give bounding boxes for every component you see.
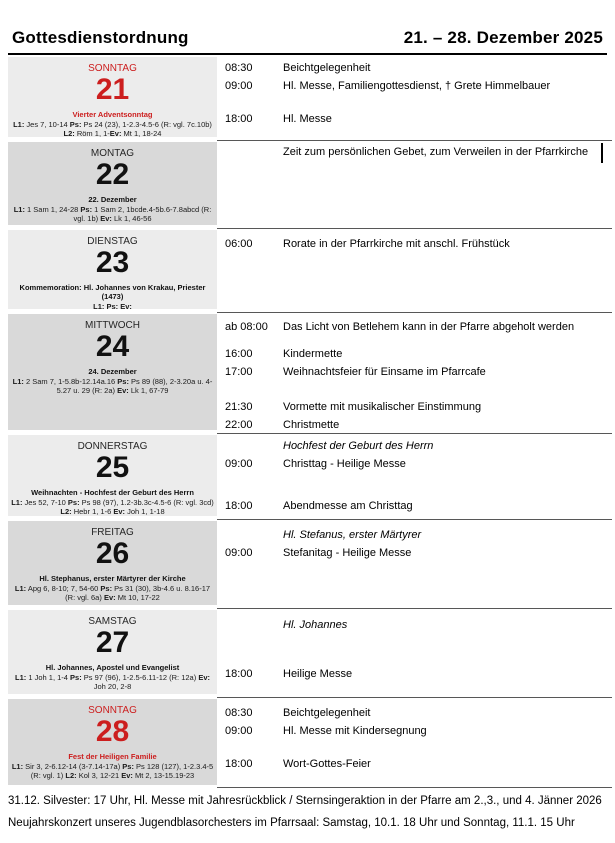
event-time <box>225 526 283 544</box>
day-name: SONNTAG <box>88 705 137 716</box>
event-time: 09:00 <box>225 547 253 559</box>
event-time: 16:00 <box>225 348 253 360</box>
event-desc: Christmette <box>283 419 340 431</box>
day-cell[interactable] <box>8 142 217 225</box>
day-number: 21 <box>95 73 130 106</box>
event-row <box>217 110 612 128</box>
event-time <box>225 143 283 161</box>
day-subtitle: Fest der Heiligen Familie <box>68 752 157 761</box>
event-row <box>217 143 612 161</box>
event-desc: Hl. Messe mit Kindersegnung <box>283 725 427 737</box>
event-row <box>217 497 612 515</box>
event-time: 09:00 <box>225 725 253 737</box>
day-subtitle: 24. Dezember <box>88 367 137 376</box>
day-number: 22 <box>95 158 130 191</box>
day-row <box>0 312 615 433</box>
day-number: 26 <box>95 537 130 570</box>
event-time: 09:00 <box>225 80 253 92</box>
day-subtitle: Weihnachten - Hochfest der Geburt des Herrn <box>31 488 194 497</box>
event-row <box>217 398 612 416</box>
day-number: 27 <box>95 626 130 659</box>
day-number: 25 <box>95 451 130 484</box>
day-cell[interactable] <box>8 610 217 694</box>
day-row <box>0 228 615 312</box>
day-readings: L1: 1 Sam 1, 24-28 Ps: 1 Sam 2, 1bcde.4-5b.6-7.8abcd (R: vgl. 1b) Ev: Lk 1, 46-56 <box>13 205 212 223</box>
event-desc: Wort-Gottes-Feier <box>283 758 371 770</box>
header <box>8 0 607 55</box>
event-time: 18:00 <box>225 758 253 770</box>
feast-title: Hl. Stefanus, erster Märtyrer <box>283 529 422 541</box>
event-row <box>217 704 612 722</box>
day-readings: L1: Sir 3, 2-6.12-14 (3-7.14-17a) Ps: Ps 128 (127), 1-2.3.4-5 (R: vgl. 1) L2: Kol 3, 12-21 Ev: Mt 2, 13-15.19-23 <box>11 762 214 780</box>
day-name: DIENSTAG <box>87 236 138 247</box>
text-cursor <box>601 143 603 163</box>
event-desc: Kindermette <box>283 348 343 360</box>
day-number: 28 <box>95 715 130 748</box>
day-subtitle: Vierter Adventsonntag <box>72 110 153 119</box>
day-events-area[interactable] <box>217 697 612 788</box>
event-time: ab 08:00 <box>225 321 268 333</box>
day-number: 24 <box>95 330 130 363</box>
event-row <box>217 526 612 544</box>
event-time <box>225 437 283 455</box>
day-cell[interactable] <box>8 230 217 309</box>
day-events-area[interactable] <box>217 519 612 608</box>
event-time: 06:00 <box>225 238 253 250</box>
event-row <box>217 616 612 634</box>
event-row <box>217 59 612 77</box>
day-row <box>0 519 615 608</box>
event-desc: Hl. Messe <box>283 113 332 125</box>
day-readings: L1: 1 Joh 1, 1-4 Ps: Ps 97 (96), 1-2.5-6.11-12 (R: 12a) Ev: Joh 20, 2-8 <box>15 673 210 691</box>
day-subtitle: 22. Dezember <box>88 195 137 204</box>
day-name: SONNTAG <box>88 63 137 74</box>
day-cell[interactable] <box>8 699 217 785</box>
event-desc: Abendmesse am Christtag <box>283 500 413 512</box>
day-subtitle: Kommemoration: Hl. Johannes von Krakau, Priester (1473) <box>19 283 206 301</box>
footer-note-1: 31.12. Silvester: 17 Uhr, Hl. Messe mit Jahresrückblick / Sternsingeraktion in der Pfarre am 2.,3., und 4. Jänner 2026 <box>8 795 602 807</box>
day-readings: L1: 2 Sam 7, 1-5.8b-12.14a.16 Ps: Ps 89 (88), 2-3.20a u. 4-5.27 u. 29 (R: 2a) Ev: Lk 1, 67-79 <box>12 377 213 395</box>
event-row <box>217 77 612 95</box>
event-row <box>217 455 612 473</box>
day-readings: L1: Ps: Ev: <box>93 302 132 309</box>
event-row <box>217 235 612 253</box>
feast-title: Hl. Johannes <box>283 619 348 631</box>
day-events-area[interactable] <box>217 140 612 228</box>
event-row <box>217 437 612 455</box>
event-row <box>217 363 612 381</box>
day-row <box>0 140 615 228</box>
day-readings: L1: Apg 6, 8-10; 7, 54-60 Ps: Ps 31 (30), 3b-4.6 u. 8.16-17 (R: vgl. 6a) Ev: Mt 10, 17-22 <box>14 584 211 602</box>
event-time: 08:30 <box>225 707 253 719</box>
day-cell[interactable] <box>8 314 217 430</box>
event-time: 17:00 <box>225 366 253 378</box>
event-desc: Weihnachtsfeier für Einsame im Pfarrcafe <box>283 366 486 378</box>
event-row <box>217 318 612 336</box>
event-desc: Beichtgelegenheit <box>283 62 371 74</box>
event-row <box>217 345 612 363</box>
day-name: SAMSTAG <box>88 616 137 627</box>
event-row <box>217 755 612 773</box>
event-time: 08:30 <box>225 62 253 74</box>
event-time: 09:00 <box>225 458 253 470</box>
event-desc: Zeit zum persönlichen Gebet, zum Verweilen in der Pfarrkirche <box>283 146 589 158</box>
page-title: Gottesdienstordnung <box>12 28 189 47</box>
event-row <box>217 544 612 562</box>
day-cell[interactable] <box>8 435 217 516</box>
day-subtitle: Hl. Stephanus, erster Märtyrer der Kirche <box>39 574 186 583</box>
day-row <box>0 697 615 788</box>
event-time: 21:30 <box>225 401 253 413</box>
footer-note-2: Neujahrskonzert unseres Jugendblasorchesters im Pfarrsaal: Samstag, 10.1. 18 Uhr und Sonntag, 11.1. 15 Uhr <box>8 817 575 829</box>
event-time <box>225 616 283 634</box>
event-desc: Hl. Messe, Familiengottesdienst, † Grete Himmelbauer <box>283 80 551 92</box>
feast-title: Hochfest der Geburt des Herrn <box>283 440 434 452</box>
day-name: MITTWOCH <box>85 320 140 331</box>
day-readings: L1: Jes 52, 7-10 Ps: Ps 98 (97), 1.2-3b.3c-4.5-6 (R: vgl. 3cd) L2: Hebr 1, 1-6 Ev: Joh 1, 1-18 <box>11 498 214 516</box>
event-time: 18:00 <box>225 500 253 512</box>
day-name: MONTAG <box>90 148 135 159</box>
event-desc: Beichtgelegenheit <box>283 707 371 719</box>
day-events-area[interactable] <box>217 433 612 519</box>
day-name: FREITAG <box>91 527 134 538</box>
day-events-area[interactable] <box>217 312 612 433</box>
day-subtitle: Hl. Johannes, Apostel und Evangelist <box>45 663 180 672</box>
event-time: 18:00 <box>225 668 253 680</box>
day-row <box>0 433 615 519</box>
event-row <box>217 416 612 434</box>
day-row <box>0 55 615 140</box>
day-readings: L1: Jes 7, 10-14 Ps: Ps 24 (23), 1-2.3-4.5-6 (R: vgl. 7c.10b) L2: Röm 1, 1-Ev: Mt 1, 18-24 <box>13 120 212 137</box>
day-number: 23 <box>95 246 130 279</box>
event-desc: Heilige Messe <box>283 668 353 680</box>
event-row <box>217 665 612 683</box>
event-desc: Christtag - Heilige Messe <box>283 458 406 470</box>
event-desc: Rorate in der Pfarrkirche mit anschl. Frühstück <box>283 238 510 250</box>
day-events-area[interactable] <box>217 228 612 312</box>
event-desc: Das Licht von Betlehem kann in der Pfarre abgeholt werden <box>283 321 575 333</box>
event-time: 18:00 <box>225 113 253 125</box>
event-desc: Vormette mit musikalischer Einstimmung <box>283 401 482 413</box>
day-row <box>0 608 615 697</box>
event-time: 22:00 <box>225 419 253 431</box>
day-name: DONNERSTAG <box>77 441 148 452</box>
event-desc: Stefanitag - Heilige Messe <box>283 547 412 559</box>
event-row <box>217 722 612 740</box>
day-cell[interactable] <box>8 521 217 605</box>
footer-notes <box>8 794 607 830</box>
date-range: 21. – 28. Dezember 2025 <box>403 28 603 47</box>
day-events-area[interactable] <box>217 55 612 140</box>
day-cell[interactable] <box>8 57 217 137</box>
day-events-area[interactable] <box>217 608 612 697</box>
